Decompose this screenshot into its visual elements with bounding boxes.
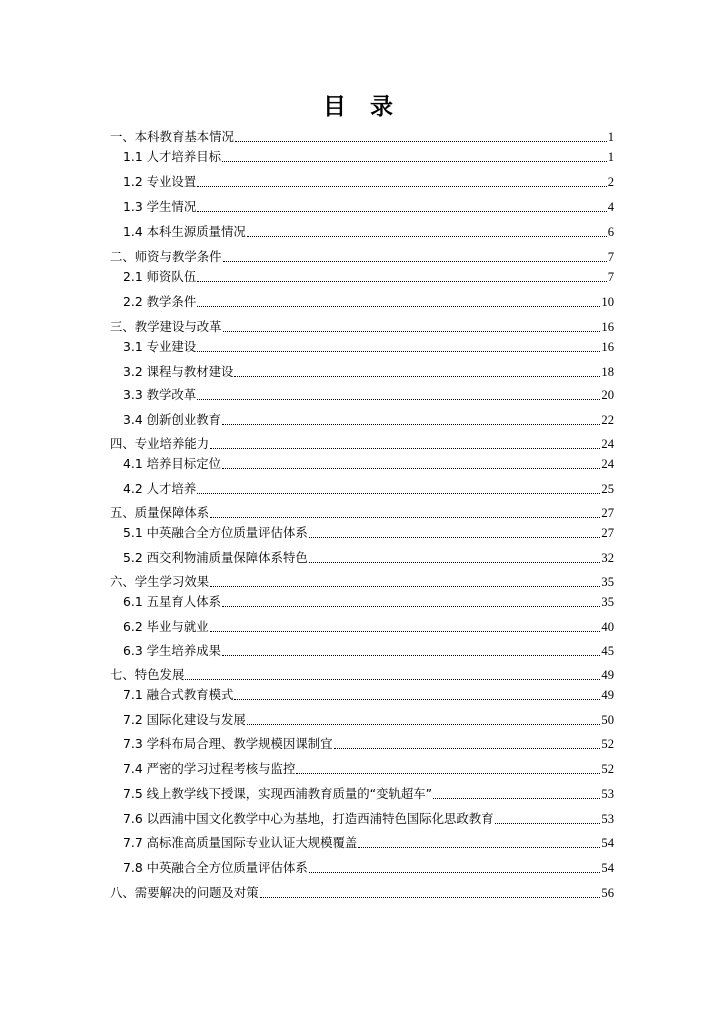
toc-entry-label: 7.2 国际化建设与发展 (123, 712, 246, 727)
toc-chapter-entry[interactable] (110, 434, 614, 452)
dot-leader (222, 424, 600, 425)
toc-section-entry[interactable] (123, 685, 614, 703)
toc-section-entry[interactable] (123, 592, 614, 610)
dot-leader (433, 798, 600, 799)
dot-leader (197, 281, 606, 282)
dot-leader (234, 699, 600, 700)
toc-entry-label: 6.3 学生培养成果 (123, 643, 221, 658)
toc-entry-label: 4.1 培养目标定位 (123, 456, 221, 471)
toc-section-entry[interactable] (123, 759, 614, 777)
page-title: 目 录 (322, 94, 401, 120)
toc-page-number: 56 (601, 886, 614, 900)
toc-page-number: 35 (601, 575, 614, 589)
dot-leader (495, 823, 601, 824)
dot-leader (185, 679, 600, 680)
toc-section-entry[interactable] (123, 454, 614, 472)
toc-entry-label: 3.1 专业建设 (123, 339, 197, 354)
toc-page-number: 27 (601, 526, 614, 540)
toc-entry-label: 5.1 中英融合全方位质量评估体系 (123, 525, 308, 540)
toc-chapter-entry[interactable] (110, 317, 614, 335)
toc-section-entry[interactable] (123, 147, 614, 165)
dot-leader (260, 897, 601, 898)
dot-leader (247, 236, 607, 237)
toc-entry-label: 7.5 线上教学线下授课，实现西浦教育质量的“变轨超车” (123, 786, 433, 801)
toc-entry-label: 7.8 中英融合全方位质量评估体系 (123, 860, 308, 875)
toc-section-entry[interactable] (123, 833, 614, 851)
toc-entry-label: 7.7 高标准高质量国际专业认证大规模覆盖 (123, 835, 358, 850)
toc-page-number: 24 (601, 437, 614, 451)
toc-page-number: 49 (601, 688, 614, 702)
dot-leader (222, 655, 600, 656)
toc-page-number: 27 (601, 506, 614, 520)
toc-page-number: 18 (601, 365, 614, 379)
toc-page-number: 16 (601, 320, 614, 334)
toc-section-entry[interactable] (123, 337, 614, 355)
toc-section-entry[interactable] (123, 617, 614, 635)
toc-entry-label: 三、教学建设与改革 (110, 319, 222, 334)
toc-entry-label: 7.1 融合式教育模式 (123, 687, 234, 702)
toc-page-number: 32 (601, 551, 614, 565)
toc-page-number: 1 (607, 130, 614, 144)
toc-page-number: 10 (601, 295, 614, 309)
dot-leader (197, 306, 600, 307)
dot-leader (210, 631, 601, 632)
toc-section-entry[interactable] (123, 809, 614, 827)
toc-chapter-entry[interactable] (110, 127, 614, 145)
dot-leader (197, 351, 600, 352)
toc-section-entry[interactable] (123, 222, 614, 240)
toc-chapter-entry[interactable] (110, 503, 614, 521)
toc-entry-label: 1.2 专业设置 (123, 174, 197, 189)
toc-entry-label: 1.4 本科生源质量情况 (123, 224, 246, 239)
toc-page-number: 49 (601, 668, 614, 682)
toc-entry-label: 六、学生学习效果 (110, 574, 210, 589)
toc-section-entry[interactable] (123, 734, 614, 752)
toc-page-number: 16 (601, 340, 614, 354)
toc-section-entry[interactable] (123, 784, 614, 802)
dot-leader (210, 517, 600, 518)
toc-entry-label: 八、需要解决的问题及对策 (110, 885, 259, 900)
toc-section-entry[interactable] (123, 197, 614, 215)
dot-leader (309, 537, 601, 538)
toc-page-number: 6 (607, 225, 614, 239)
toc-section-entry[interactable] (123, 479, 614, 497)
dot-leader (222, 468, 600, 469)
toc-entry-label: 7.6 以西浦中国文化教学中心为基地，打造西浦特色国际化思政教育 (123, 811, 494, 826)
toc-page-number: 7 (607, 270, 614, 284)
toc-section-entry[interactable] (123, 267, 614, 285)
toc-entry-label: 一、本科教育基本情况 (110, 129, 234, 144)
toc-page-number: 2 (607, 175, 614, 189)
toc-section-entry[interactable] (123, 523, 614, 541)
toc-section-entry[interactable] (123, 548, 614, 566)
toc-page-number: 53 (601, 812, 614, 826)
toc-chapter-entry[interactable] (110, 247, 614, 265)
dot-leader (222, 606, 600, 607)
dot-leader (247, 724, 601, 725)
toc-page-number: 53 (601, 787, 614, 801)
dot-leader (197, 186, 606, 187)
toc-entry-label: 3.3 教学改革 (123, 387, 197, 402)
toc-entry-label: 2.1 师资队伍 (123, 269, 197, 284)
dot-leader (210, 448, 600, 449)
toc-entry-label: 4.2 人才培养 (123, 481, 197, 496)
toc-entry-label: 3.4 创新创业教育 (123, 412, 221, 427)
dot-leader (235, 141, 607, 142)
toc-page-number: 4 (607, 200, 614, 214)
toc-page-number: 52 (601, 762, 614, 776)
toc-page-number: 54 (601, 861, 614, 875)
toc-page-number: 22 (601, 413, 614, 427)
dot-leader (309, 562, 601, 563)
dot-leader (197, 399, 600, 400)
toc-entry-label: 3.2 课程与教材建设 (123, 364, 234, 379)
toc-section-entry[interactable] (123, 385, 614, 403)
toc-page-number: 40 (601, 620, 614, 634)
toc-chapter-entry[interactable] (110, 883, 614, 901)
toc-entry-label: 1.1 人才培养目标 (123, 149, 221, 164)
toc-entry-label: 6.1 五星育人体系 (123, 594, 221, 609)
toc-entry-label: 1.3 学生情况 (123, 199, 197, 214)
toc-entry-label: 四、专业培养能力 (110, 436, 210, 451)
toc-entry-label: 5.2 西交利物浦质量保障体系特色 (123, 550, 308, 565)
dot-leader (234, 376, 600, 377)
toc-page-number: 7 (607, 250, 614, 264)
toc-page-number: 20 (601, 388, 614, 402)
toc-entry-label: 七、特色发展 (110, 667, 185, 682)
toc-entry-label: 7.3 学科布局合理、教学规模因课制宜 (123, 736, 333, 751)
toc-entry-label: 二、师资与教学条件 (110, 249, 222, 264)
toc-page-number: 25 (601, 482, 614, 496)
toc-page-number: 35 (601, 595, 614, 609)
dot-leader (210, 586, 600, 587)
toc-entry-label: 7.4 严密的学习过程考核与监控 (123, 761, 296, 776)
toc-section-entry[interactable] (123, 710, 614, 728)
toc-page-number: 50 (601, 713, 614, 727)
toc-section-entry[interactable] (123, 292, 614, 310)
dot-leader (222, 161, 607, 162)
dot-leader (309, 872, 601, 873)
dot-leader (223, 261, 607, 262)
toc-section-entry[interactable] (123, 858, 614, 876)
toc-section-entry[interactable] (123, 172, 614, 190)
dot-leader (358, 847, 600, 848)
toc-page-number: 54 (601, 836, 614, 850)
toc-section-entry[interactable] (123, 362, 614, 380)
toc-section-entry[interactable] (123, 641, 614, 659)
dot-leader (296, 773, 600, 774)
dot-leader (197, 211, 606, 212)
toc-page-number: 1 (607, 150, 614, 164)
toc-chapter-entry[interactable] (110, 572, 614, 590)
toc-page-number: 45 (601, 644, 614, 658)
toc-entry-label: 6.2 毕业与就业 (123, 619, 209, 634)
dot-leader (334, 748, 601, 749)
toc-page-number: 52 (601, 737, 614, 751)
toc-entry-label: 五、质量保障体系 (110, 505, 210, 520)
toc-entry-label: 2.2 教学条件 (123, 294, 197, 309)
toc-page-number: 24 (601, 457, 614, 471)
dot-leader (223, 331, 601, 332)
toc-chapter-entry[interactable] (110, 665, 614, 683)
toc-section-entry[interactable] (123, 410, 614, 428)
dot-leader (197, 493, 600, 494)
